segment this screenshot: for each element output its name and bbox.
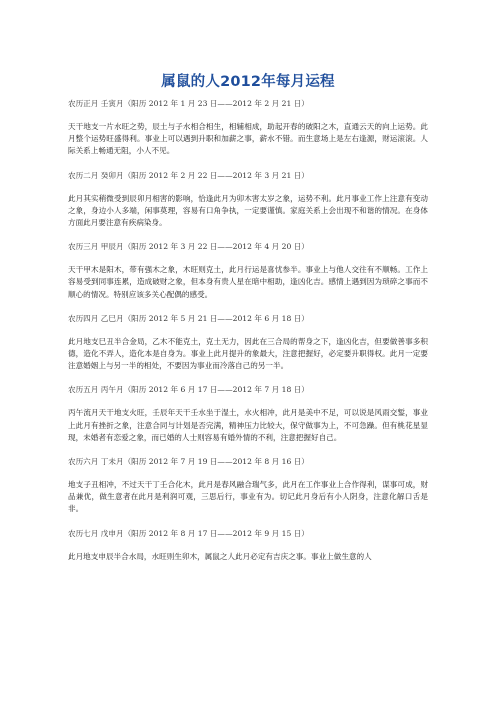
month-paragraph: 此月地支巳丑半合金局，乙木不能克土，克土无力，因此在三合局的帮身之下，逢凶化吉，但要做善事多积德，造化不弄人，造化本是自身为。事业上此月提升的象最大，注意把握好，必定要升职得权。此月一定要注意婚姻上与另一半的相处，不要因为事业而冷落自己的另一半。 — [68, 336, 428, 371]
month-heading: 农历七月 戊申月（阳历 2012 年 8 月 17 日——2012 年 9 月 15 日） — [68, 528, 309, 538]
month-paragraph: 此月地支申辰半合水局，水旺则生卯木，属鼠之人此月必定有吉庆之事。事业上做生意的人 — [68, 551, 372, 561]
month-section-7 — [68, 528, 428, 563]
month-paragraph: 天干地支一片水旺之势，辰土与子水相合相生，相辅相成，助起开春的破阳之木，直通云天的向上运势。此月整个运势旺盛得利。事业上可以遇到升职和加薪之事，薪水不错。而生意场上是左右逢源，财运滚滚。人际关系上畅通无阻，小人不见。 — [68, 122, 428, 156]
month-heading: 农历四月 乙巳月（阳历 2012 年 5 月 21 日——2012 年 6 月 18 日） — [68, 313, 309, 323]
month-paragraph: 此月其实稍微受到辰卯月相害的影响，恰逢此月为卯木害太岁之象，运势不利。此月事业工作上注意有变动之象，身边小人多端，闲事莫理，容易有口角争执，一定要谨慎。家庭关系上会出现不和谐的情况。在身体方面此月要注意有疾病染身。 — [68, 193, 428, 228]
month-heading: 农历三月 甲辰月（阳历 2012 年 3 月 22 日——2012 年 4 月 20 日） — [68, 242, 309, 252]
month-heading: 农历六月 丁未月（阳历 2012 年 7 月 19 日——2012 年 8 月 16 日） — [68, 457, 309, 467]
document-body — [68, 98, 428, 575]
month-section-3 — [68, 241, 428, 301]
month-section-5 — [68, 384, 428, 444]
month-section-2 — [68, 170, 428, 230]
month-heading: 农历正月 壬寅月（阳历 2012 年 1 月 23 日——2012 年 2 月 21 日） — [68, 99, 309, 108]
month-paragraph: 地支子丑相冲，不过天干丁壬合化木，此月是春风融合瑞气多，此月在工作事业上合作得利，谋事可成，财品兼优，做生意者在此月是利润可观，三思后行，事业有为。切记此月身后有小人阴身，注意化解口舌是非。 — [68, 480, 428, 514]
month-paragraph: 天干甲木是阳木，带有强木之象，木旺则克土，此月行运是喜忧参半。事业上与他人交往有不顺畅。工作上容易受到同事连累，造成破财之象，但本身有贵人星在暗中相助，逢凶化吉。感情上遇到因为琐碎之事而不顺心的情况。特别应该多关心配偶的感受。 — [68, 265, 428, 299]
month-section-1 — [68, 98, 428, 158]
month-section-4 — [68, 313, 428, 373]
month-paragraph: 丙午流月天干地支火旺，壬辰年天干壬水坐于湿土，水火相冲，此月是美中不足，可以说是风雨交錾，事业上此月有挫折之象，注意合同与计划是否完满，精神压力比较大，保守做事为上，不可急躁。但有桃花星显现，未婚者有恋爱之象，而已婚的人士则容易有婚外情的不利，注意把握好自己。 — [68, 408, 428, 442]
month-section-6 — [68, 456, 428, 516]
month-heading: 农历二月 癸卯月（阳历 2012 年 2 月 22 日——2012 年 3 月 21 日） — [68, 170, 309, 180]
month-heading: 农历五月 丙午月（阳历 2012 年 6 月 17 日——2012 年 7 月 18 日） — [68, 385, 309, 395]
document-title: 属鼠的人2012年每月运程 — [161, 74, 335, 90]
